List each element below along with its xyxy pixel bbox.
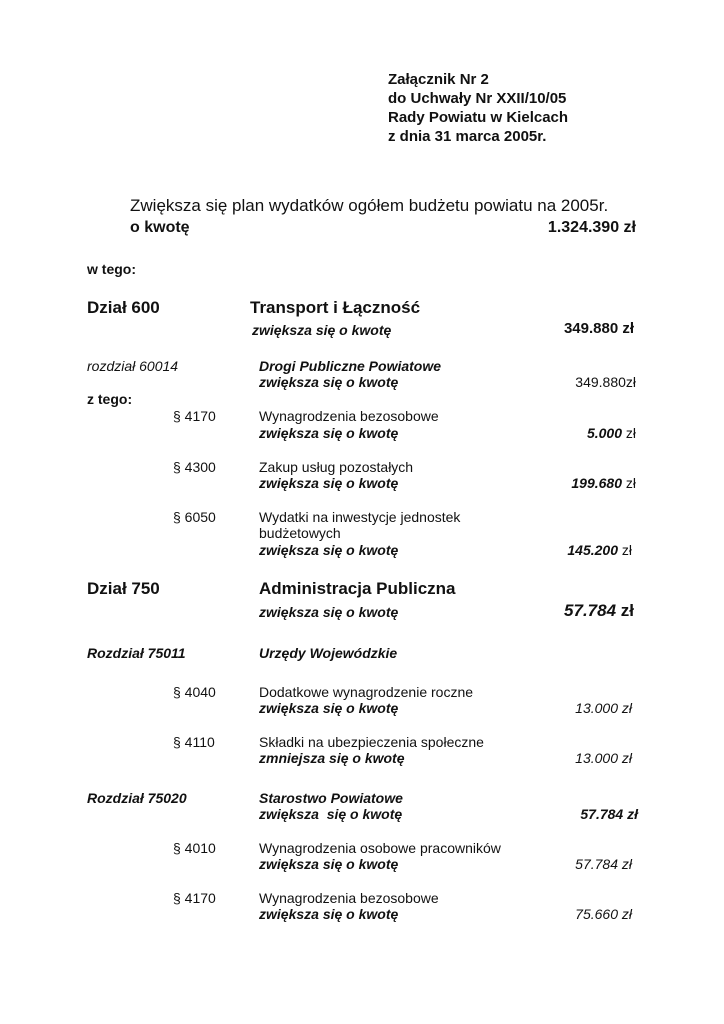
item-amount: 57.784 zł (575, 856, 632, 872)
item-amount (500, 475, 636, 491)
paragraph-code: § 4300 (173, 459, 216, 475)
header-line-2: do Uchwały Nr XXII/10/05 (388, 90, 567, 107)
item-amount-unit: zł (622, 425, 636, 441)
item-amount: 13.000 zł (575, 700, 632, 716)
item-action: zwiększa się o kwotę (259, 542, 399, 558)
rozdzial-75011-label: Rozdział 75011 (87, 645, 186, 661)
item-amount (500, 425, 636, 441)
item-amount-unit: zł (622, 475, 636, 491)
paragraph-number: § 4170 (173, 890, 216, 906)
intro-text: Zwiększa się plan wydatków ogółem budżetu powiatu na 2005r. (130, 196, 609, 215)
rozdzial-60014-action: zwiększa się o kwotę (259, 374, 399, 390)
item-action: zwiększa się o kwotę (259, 475, 399, 491)
header-line-4: z dnia 31 marca 2005r. (388, 128, 547, 145)
paragraph-number (173, 509, 216, 525)
item-amount: 75.660 zł (575, 906, 632, 922)
item-amount-unit: zł (618, 542, 632, 558)
dzial-600-action: zwiększa się o kwotę (252, 322, 392, 338)
item-name: Wydatki na inwestycje jednostek (259, 509, 461, 525)
item-amount: 13.000 zł (575, 750, 632, 766)
paragraph-number: § 4110 (173, 734, 215, 750)
dzial-750-amount (480, 601, 634, 621)
rozdzial-60014-amount: 349.880zł (575, 374, 636, 390)
item-name: Zakup usług pozostałych (259, 459, 414, 475)
item-action: zwiększa się o kwotę (259, 856, 399, 872)
rozdzial-75011-title: Urzędy Wojewódzkie (259, 645, 398, 661)
item-amount-value: 145.200 (567, 542, 618, 558)
paragraph-number (173, 408, 216, 424)
item-name: Wynagrodzenia osobowe pracowników (259, 840, 501, 856)
item-name: Wynagrodzenia bezosobowe (259, 408, 439, 424)
rozdzial-75020-title: Starostwo Powiatowe (259, 790, 403, 806)
header-line-1: Załącznik Nr 2 (388, 71, 489, 88)
w-tego-label: w tego: (87, 261, 136, 277)
item-amount-value: 199.680 (571, 475, 622, 491)
item-action: zwiększa się o kwotę (259, 700, 399, 716)
item-name: Wynagrodzenia bezosobowe (259, 890, 439, 906)
dzial-750-title: Administracja Publiczna (259, 579, 456, 598)
rozdzial-75020-label: Rozdział 75020 (87, 790, 187, 806)
item-name: Dodatkowe wynagrodzenie roczne (259, 684, 474, 700)
dzial-600-label: Dział 600 (87, 298, 160, 317)
rozdzial-60014-title: Drogi Publiczne Powiatowe (259, 358, 442, 374)
paragraph-number: § 4010 (173, 840, 216, 856)
dzial-750-amount-unit: zł (616, 601, 634, 620)
item-name-continued: budżetowych (259, 525, 341, 541)
item-action: zwiększa się o kwotę (259, 906, 399, 922)
attachment-header (388, 70, 568, 146)
paragraph-number (173, 459, 216, 475)
intro-amount: 1.324.390 zł (547, 219, 636, 236)
item-amount (500, 542, 632, 558)
item-action: zmniejsza się o kwotę (259, 750, 405, 766)
dzial-600-amount: 349.880 zł (563, 320, 634, 337)
header-line-3: Rady Powiatu w Kielcach (388, 109, 569, 126)
item-amount-value: 5.000 (586, 425, 622, 441)
paragraph-code: § 4170 (173, 408, 216, 424)
dzial-750-amount-value: 57.784 (564, 601, 617, 620)
item-name: Składki na ubezpieczenia społeczne (259, 734, 484, 750)
rozdzial-75020-action: zwiększa się o kwotę (259, 806, 403, 822)
rozdzial-75020-amount: 57.784 zł (580, 806, 638, 822)
intro-label: o kwotę (130, 219, 190, 236)
dzial-600-title: Transport i Łączność (250, 298, 421, 317)
z-tego-label: z tego: (87, 391, 133, 407)
item-action: zwiększa się o kwotę (259, 425, 399, 441)
paragraph-number: § 4040 (173, 684, 216, 700)
rozdzial-60014-label: rozdział 60014 (87, 358, 179, 374)
dzial-750-action: zwiększa się o kwotę (259, 604, 399, 620)
paragraph-code: § 6050 (173, 509, 216, 525)
dzial-750-label: Dział 750 (87, 579, 160, 598)
